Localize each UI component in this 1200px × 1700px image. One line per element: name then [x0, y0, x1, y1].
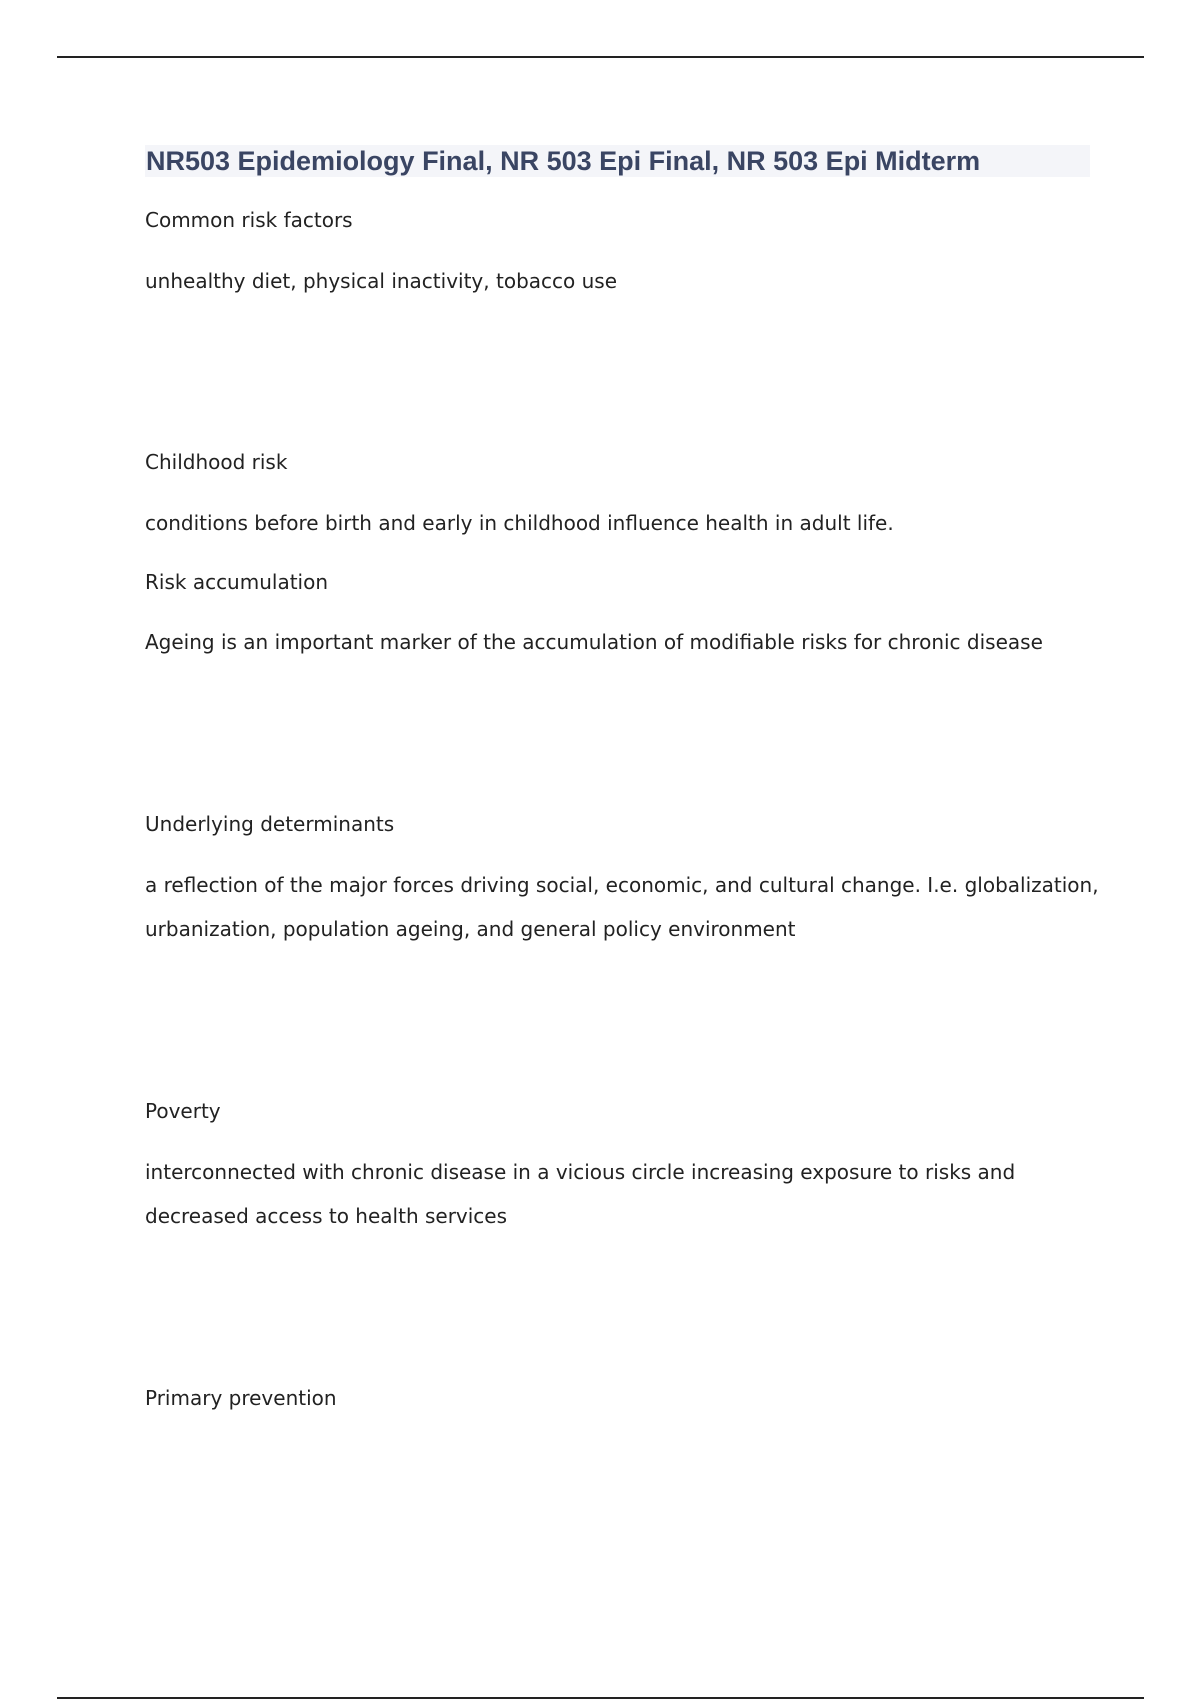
header-rule — [57, 56, 1144, 58]
card-term-common-risk-factors: Common risk factors — [145, 208, 353, 232]
card-term-underlying-determinants: Underlying determinants — [145, 812, 395, 836]
card-term-poverty: Poverty — [145, 1099, 221, 1123]
card-term-risk-accumulation: Risk accumulation — [145, 570, 329, 594]
card-definition-poverty-line-1: interconnected with chronic disease in a vicious circle increasing exposure to risks and — [145, 1160, 1016, 1184]
document-title: NR503 Epidemiology Final, NR 503 Epi Final, NR 503 Epi Midterm — [146, 146, 981, 176]
card-definition-poverty-line-2: decreased access to health services — [145, 1204, 508, 1228]
card-definition-underlying-determinants-line-2: urbanization, population ageing, and general policy environment — [145, 917, 796, 941]
card-term-childhood-risk: Childhood risk — [145, 450, 288, 474]
card-definition-childhood-risk: conditions before birth and early in childhood influence health in adult life. — [145, 511, 894, 535]
card-definition-risk-accumulation: Ageing is an important marker of the accumulation of modifiable risks for chronic disease — [145, 630, 1043, 654]
card-term-primary-prevention: Primary prevention — [145, 1386, 337, 1410]
card-definition-common-risk-factors: unhealthy diet, physical inactivity, tobacco use — [145, 269, 618, 293]
footer-rule — [57, 1697, 1144, 1699]
card-definition-underlying-determinants-line-1: a reflection of the major forces driving social, economic, and cultural change. I.e. globalization, — [145, 873, 1099, 897]
